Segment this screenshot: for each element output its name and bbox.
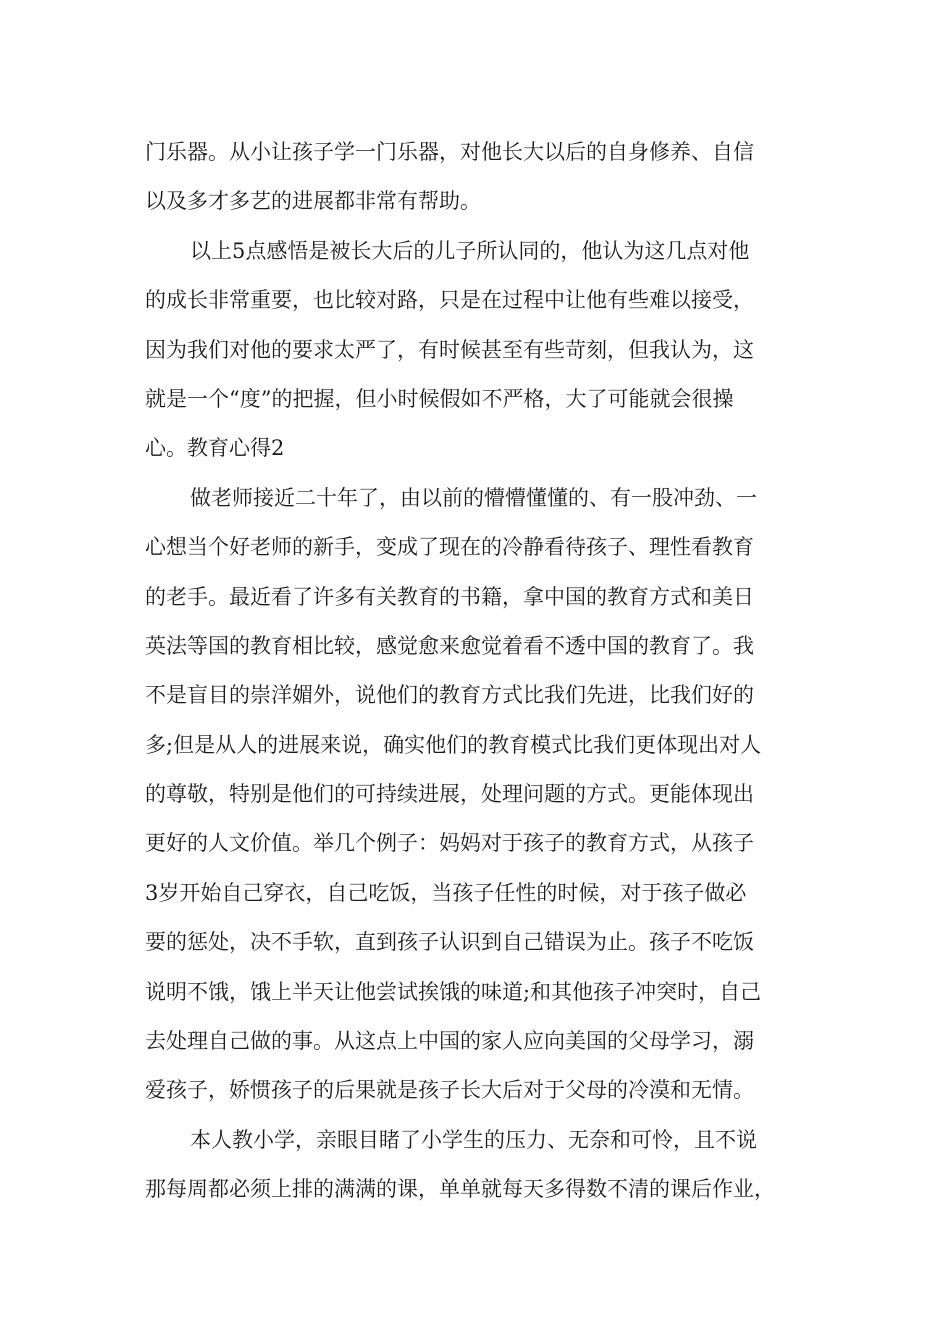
text-line: 多;但是从人的进展来说，确实他们的教育模式比我们更体现出对人 bbox=[145, 732, 762, 757]
text-line: 的尊敬，特别是他们的可持续进展，处理问题的方式。更能体现出 bbox=[145, 782, 754, 807]
text-line: 英法等国的教育相比较，感觉愈来愈觉着看不透中国的教育了。我 bbox=[145, 633, 754, 658]
text-line: 那每周都必须上排的满满的课，单单就每天多得数不清的课后作业， bbox=[145, 1177, 775, 1202]
text-line: 不是盲目的崇洋媚外，说他们的教育方式比我们先进，比我们好的 bbox=[145, 683, 754, 708]
text-line: 做老师接近二十年了，由以前的懵懵懂懂的、有一股冲劲、一 bbox=[190, 485, 757, 510]
document-body bbox=[145, 128, 825, 1215]
text-line: 以及多才多艺的进展都非常有帮助。 bbox=[145, 189, 481, 214]
text-line: 心。教育心得2 bbox=[145, 436, 285, 461]
text-line: 的成长非常重要，也比较对路，只是在过程中让他有些难以接受， bbox=[145, 288, 754, 313]
text-line: 本人教小学，亲眼目睹了小学生的压力、无奈和可怜，且不说 bbox=[190, 1127, 757, 1152]
text-line: 因为我们对他的要求太严了，有时候甚至有些苛刻，但我认为，这 bbox=[145, 337, 754, 362]
text-line: 门乐器。从小让孩子学一门乐器，对他长大以后的自身修养、自信 bbox=[145, 140, 754, 164]
text-line: 的老手。最近看了许多有关教育的书籍，拿中国的教育方式和美日 bbox=[145, 584, 754, 609]
text-line: 就是一个“度”的把握，但小时候假如不严格，大了可能就会很操 bbox=[145, 386, 734, 411]
text-line: 要的惩处，决不手软，直到孩子认识到自己错误为止。孩子不吃饭 bbox=[145, 930, 754, 955]
text-line: 心想当个好老师的新手，变成了现在的冷静看待孩子、理性看教育 bbox=[145, 535, 754, 560]
text-line: 更好的人文价值。举几个例子：妈妈对于孩子的教育方式，从孩子 bbox=[145, 831, 754, 856]
text-line: 3岁开始自己穿衣，自己吃饭，当孩子任性的时候，对于孩子做必 bbox=[145, 880, 747, 905]
text-line: 爱孩子，娇惯孩子的后果就是孩子长大后对于父母的冷漠和无情。 bbox=[145, 1078, 754, 1103]
text-line: 以上5点感悟是被长大后的儿子所认同的，他认为这几点对他 bbox=[190, 238, 750, 263]
text-line: 说明不饿，饿上半天让他尝试挨饿的味道;和其他孩子冲突时，自己 bbox=[145, 979, 762, 1004]
text-line: 去处理自己做的事。从这点上中国的家人应向美国的父母学习，溺 bbox=[145, 1029, 754, 1054]
